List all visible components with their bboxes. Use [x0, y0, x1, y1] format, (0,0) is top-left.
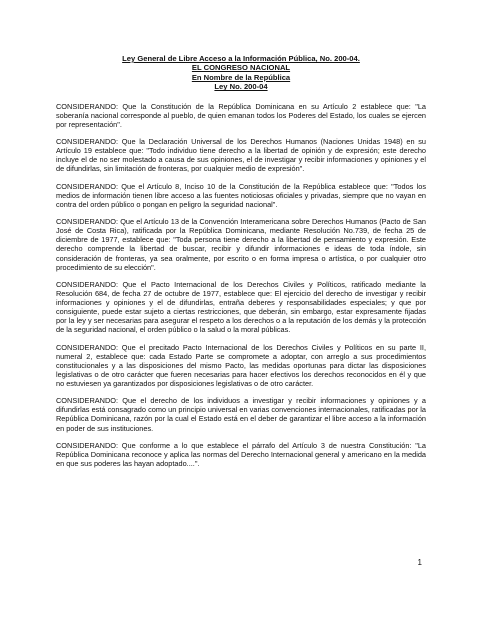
considerando-paragraph-8: CONSIDERANDO: Que conforme a lo que establece el párrafo del Artículo 3 de nuestra Constitución: "La República Dominicana reconoce y aplica las normas del Derecho Internacional general y americano en la medida en que sus poderes las hayan adoptado....".	[56, 440, 426, 469]
considerando-paragraph-1: CONSIDERANDO: Que la Constitución de la República Dominicana en su Artículo 2 establece que: "La soberanía nacional corresponde al pueblo, de quien emanan todos los Poderes del Estado, los cuales se ejercen por representación".	[56, 101, 426, 129]
page-number: 1	[417, 558, 422, 567]
law-number: Ley No. 200-04	[214, 82, 268, 92]
considerando-paragraph-7: CONSIDERANDO: Que el derecho de los individuos a investigar y recibir informaciones y opiniones y a difundirlas está consagrado como un principio universal en varias convenciones internacionales, ratificadas por la República Dominicana, razón por la cual el Estado está en el deber de garantizar el libre acceso a la información en poder de sus instituciones.	[56, 396, 426, 433]
issuing-body: EL CONGRESO NACIONAL	[191, 63, 291, 73]
document-page	[56, 54, 426, 476]
considerando-paragraph-6: CONSIDERANDO: Que el precitado Pacto Internacional de los Derechos Civiles y Políticos en su parte II, numeral 2, establece que: cada Estado Parte se compromete a adoptar, con arreglo a sus procedimientos constitucionales y a las disposiciones del mismo Pacto, las medidas oportunas para dictar las disposiciones legislativas o de otro carácter que fueren necesarias para hacer efectivos los derechos reconocidos en él y que no estuviesen ya garantizados por disposiciones legislativas o de otro carácter.	[56, 342, 426, 388]
considerando-paragraph-5: CONSIDERANDO: Que el Pacto Internacional de los Derechos Civiles y Políticos, ratificado mediante la Resolución 684, de fecha 27 de octubre de 1977, establece que: El ejercicio del derecho de investigar y recibir informaciones y opiniones y el de difundirlas, entraña deberes y responsabilidades especiales; y que por consiguiente, puede estar sujeto a ciertas restricciones, que deberán, sin embargo, estar expresamente fijadas por la ley y ser necesarias para asegurar el respeto a los derechos o a la reputación de los demás y la protección de la seguridad nacional, el orden público o la salud o la moral públicas.	[56, 279, 426, 335]
law-title: Ley General de Libre Acceso a la Información Pública, No. 200-04.	[122, 54, 360, 63]
law-header	[56, 54, 426, 92]
considerando-paragraph-3: CONSIDERANDO: Que el Artículo 8, Inciso 10 de la Constitución de la República establece que: "Todos los medios de información tienen libre acceso a las fuentes noticiosas oficiales y privadas, siempre que no vayan en contra del orden público o pongan en peligro la seguridad nacional".	[56, 181, 426, 209]
enactment-formula: En Nombre de la República	[191, 72, 291, 82]
considerando-paragraph-2: CONSIDERANDO: Que la Declaración Universal de los Derechos Humanos (Naciones Unidas 1948) en su Artículo 19 establece que: "Todo individuo tiene derecho a la libertad de opinión y de expresión; este derecho incluye el de no ser molestado a causa de sus opiniones, el de investigar y recibir informaciones y opiniones y el de difundirlas, sin limitación de fronteras, por cualquier medio de expresión".	[56, 137, 426, 174]
considerando-paragraph-4: CONSIDERANDO: Que el Artículo 13 de la Convención Interamericana sobre Derechos Humanos (Pacto de San José de Costa Rica), ratificada por la República Dominicana, mediante Resolución No.739, de fecha 25 de diciembre de 1977, establece que: "Toda persona tiene derecho a la libertad de pensamiento y expresión. Este derecho comprende la libertad de buscar, recibir y difundir informaciones e ideas de toda índole, sin consideración de fronteras, ya sea oralmente, por escrito o en forma impresa o artística, o por cualquier otro procedimiento de su elección".	[56, 217, 426, 272]
